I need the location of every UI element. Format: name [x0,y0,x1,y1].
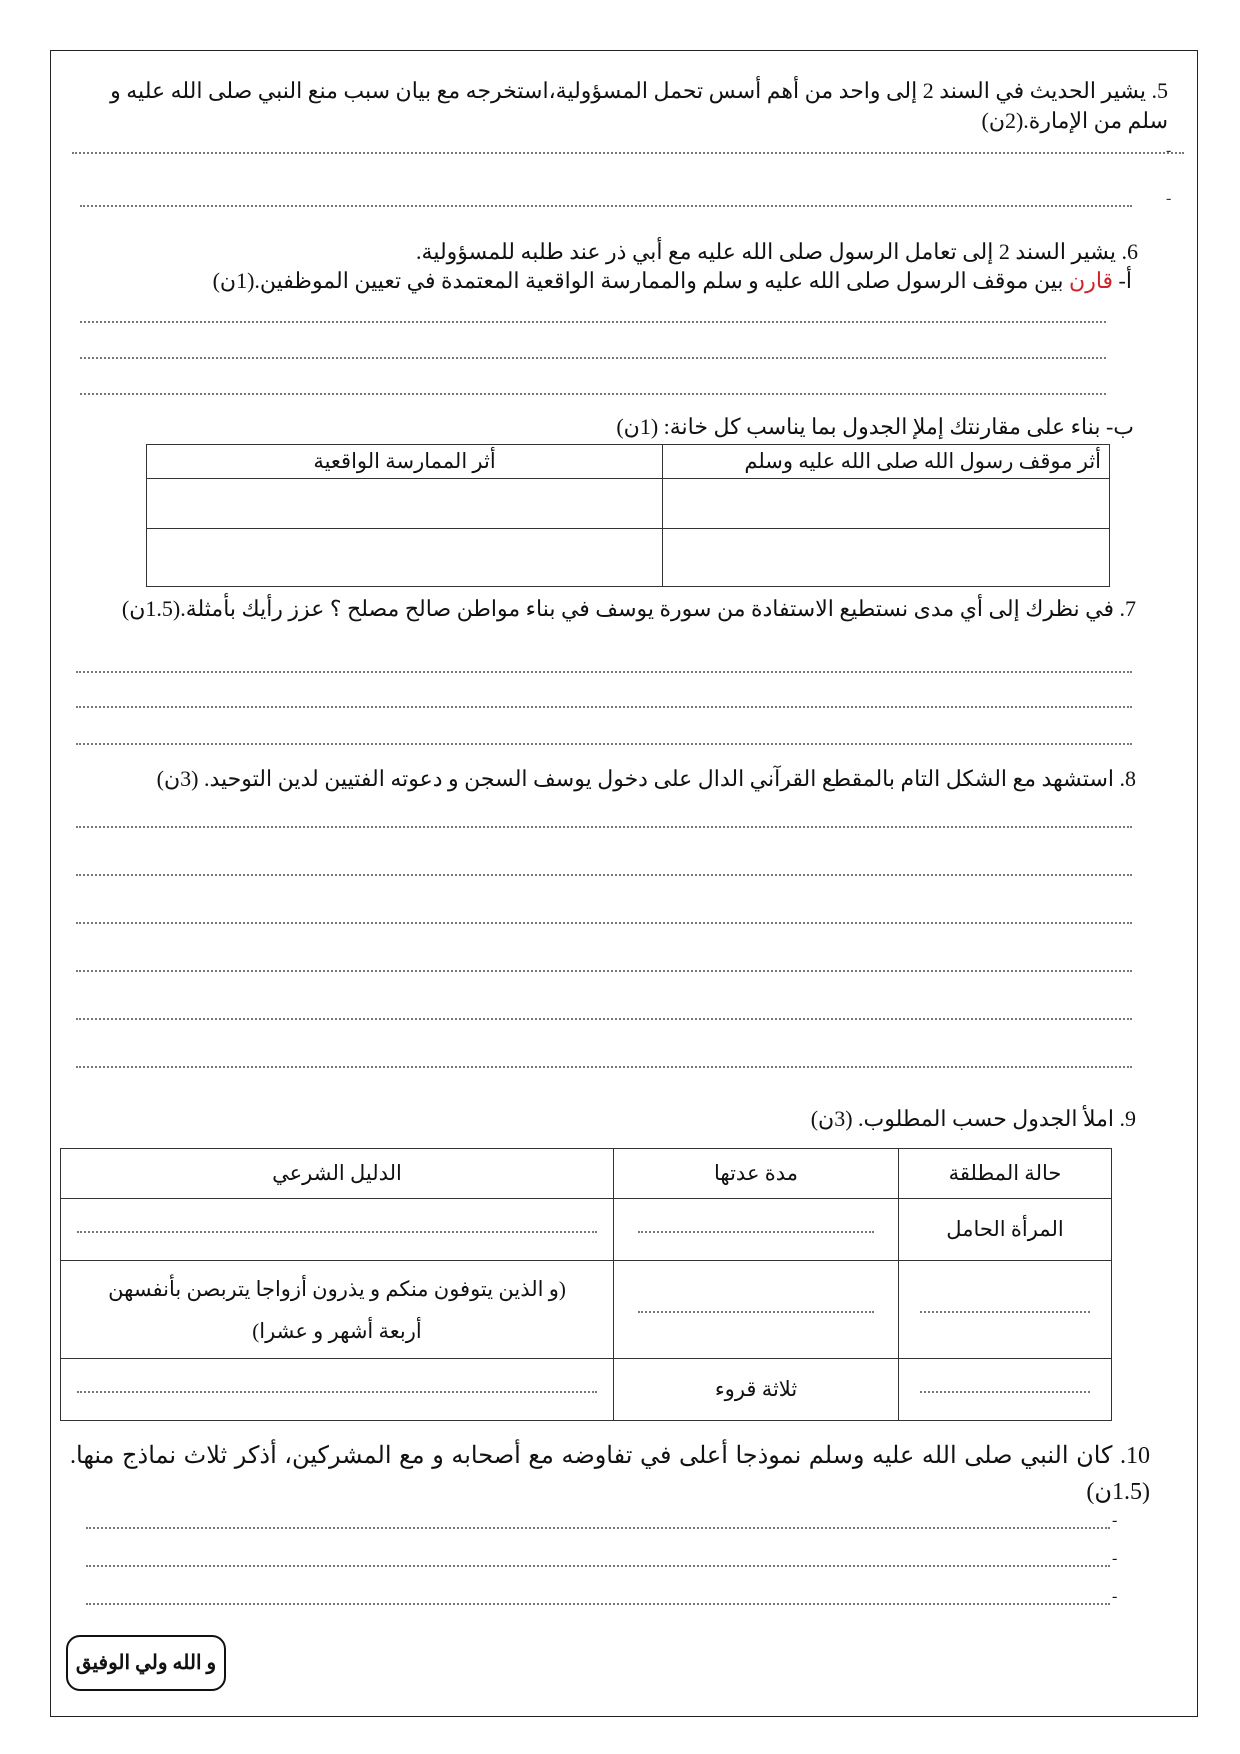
answer-line [76,671,1132,673]
answer-line [80,321,1106,323]
question-7 [68,594,1136,624]
question-9-number: 9. [1119,1106,1136,1131]
question-6a-verb: قارن [1069,268,1114,293]
iddah-case-blank[interactable] [899,1359,1112,1421]
question-6b-text: ب- بناء على مقارنتك إملإ الجدول بما يناسب كل خانة: (1ن) [616,414,1134,439]
answer-line [76,826,1132,828]
margin-dash: - [1166,190,1172,207]
comparison-cell[interactable] [147,529,663,587]
question-6-text: يشير السند 2 إلى تعامل الرسول صلى الله عليه مع أبي ذر عند طلبه للمسؤولية. [416,239,1116,264]
question-6 [100,237,1138,267]
question-8 [120,764,1136,794]
question-5-text: يشير الحديث في السند 2 إلى واحد من أهم أسس تحمل المسؤولية،استخرجه مع بيان سبب منع النبي صلى الله عليه و سلم من الإمارة.(2ن) [110,78,1168,133]
iddah-header-evidence: الدليل الشرعي [61,1149,614,1199]
comparison-header: أثر الممارسة الواقعية [147,445,663,479]
answer-line [80,205,1132,207]
question-6a-text: بين موقف الرسول صلى الله عليه و سلم والممارسة الواقعية المعتمدة في تعيين الموظفين.(1ن) [212,268,1064,293]
iddah-evidence-line: أربعة أشهر و عشرا) [252,1318,422,1343]
iddah-duration-blank[interactable] [614,1199,899,1261]
comparison-cell[interactable] [663,479,1110,529]
question-6-number: 6. [1121,239,1138,264]
iddah-table [60,1148,1112,1421]
answer-line [72,152,1184,154]
question-6a-letter: أ- [1118,268,1132,293]
question-10 [70,1438,1150,1510]
question-8-number: 8. [1119,766,1136,791]
question-6b [100,412,1134,442]
comparison-header: أثر موقف رسول الله صلى الله عليه وسلم [663,445,1110,479]
answer-line [80,357,1106,359]
closing-badge: و الله ولي الوفيق [66,1635,226,1691]
answer-line [76,970,1132,972]
comparison-cell[interactable] [147,479,663,529]
iddah-duration-three-periods: ثلاثة قروء [614,1359,899,1421]
answer-line [76,743,1132,745]
question-10-text: كان النبي صلى الله عليه وسلم نموذجا أعلى في تفاوضه مع أصحابه و مع المشركين، أذكر ثلاث نماذج منها. (1.5ن) [70,1443,1150,1505]
iddah-evidence-blank[interactable] [61,1199,614,1261]
question-7-text: في نظرك إلى أي مدى نستطيع الاستفادة من سورة يوسف في بناء مواطن صالح مصلح ؟ عزز رأيك بأمثلة.(1.5ن) [121,596,1114,621]
comparison-table [146,444,1110,587]
iddah-case-pregnant: المرأة الحامل [899,1199,1112,1261]
answer-line [86,1527,1110,1529]
answer-line [86,1565,1110,1567]
margin-dash: - [1166,142,1172,159]
iddah-case-blank[interactable] [899,1261,1112,1359]
comparison-cell[interactable] [663,529,1110,587]
iddah-duration-blank[interactable] [614,1261,899,1359]
iddah-evidence-blank[interactable] [61,1359,614,1421]
answer-line [80,393,1106,395]
question-7-number: 7. [1119,596,1136,621]
question-10-number: 10. [1120,1443,1150,1469]
iddah-evidence-line: (و الذين يتوفون منكم و يذرون أزواجا يتربصن بأنفسهن [108,1276,566,1301]
question-6a [100,266,1132,296]
answer-dash: - [1112,1588,1118,1605]
iddah-header-case: حالة المطلقة [899,1149,1112,1199]
answer-line [76,1018,1132,1020]
answer-line [76,706,1132,708]
answer-dash: - [1112,1512,1118,1529]
answer-line [76,874,1132,876]
question-5 [68,76,1168,136]
answer-dash: - [1112,1550,1118,1567]
iddah-evidence-verse [61,1261,614,1359]
question-9-text: املأ الجدول حسب المطلوب. (3ن) [810,1106,1114,1131]
question-5-number: 5. [1151,78,1168,103]
answer-line [86,1603,1110,1605]
answer-line [76,1066,1132,1068]
iddah-header-duration: مدة عدتها [614,1149,899,1199]
question-9 [700,1104,1136,1134]
question-8-text: استشهد مع الشكل التام بالمقطع القرآني الدال على دخول يوسف السجن و دعوته الفتيين لدين التوحيد. (3ن) [156,766,1114,791]
answer-line [76,922,1132,924]
